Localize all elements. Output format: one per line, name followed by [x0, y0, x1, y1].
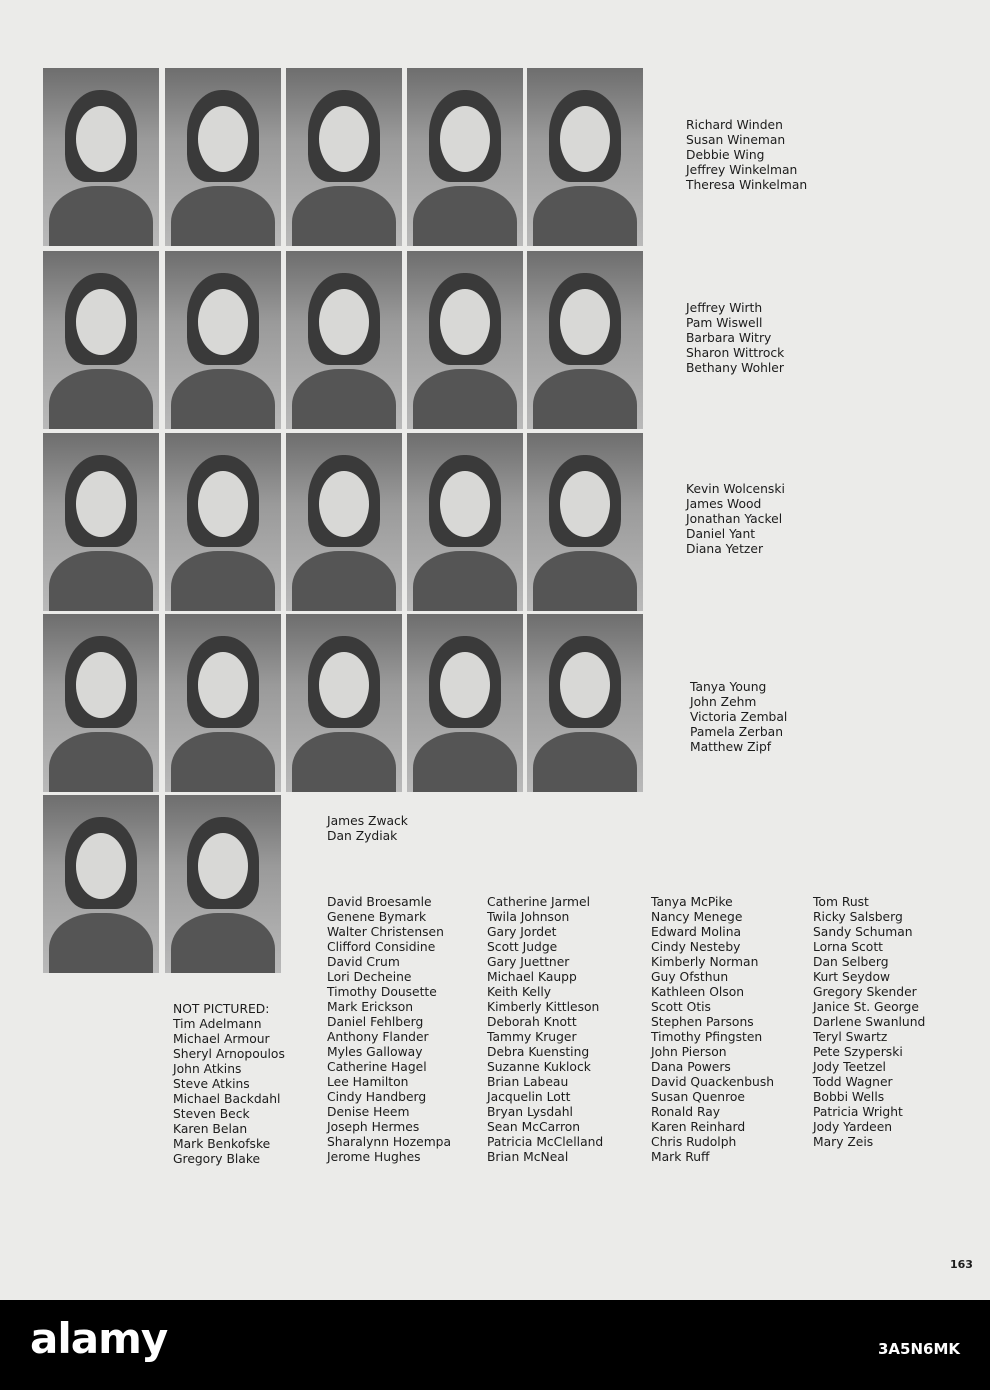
not-pictured-name: Patricia McClelland [487, 1135, 604, 1149]
not-pictured-name: Stephen Parsons [651, 1015, 754, 1029]
not-pictured-name: Mary Zeis [813, 1135, 874, 1149]
student-name: John Zehm [690, 695, 757, 709]
not-pictured-name: Karen Belan [173, 1122, 248, 1136]
student-name: Tanya Young [690, 680, 767, 694]
student-name: Bethany Wohler [686, 361, 784, 375]
not-pictured-name: Tom Rust [813, 895, 869, 909]
row-caption [686, 482, 785, 557]
not-pictured-name: Edward Molina [651, 925, 742, 939]
not-pictured-column-5 [813, 895, 925, 1150]
not-pictured-name: David Broesamle [327, 895, 432, 909]
not-pictured-column-3 [487, 895, 603, 1165]
not-pictured-name: Deborah Knott [487, 1015, 577, 1029]
not-pictured-name: Cindy Handberg [327, 1090, 427, 1104]
not-pictured-name: John Pierson [651, 1045, 727, 1059]
not-pictured-name: Guy Ofsthun [651, 970, 729, 984]
student-portrait [407, 433, 523, 611]
student-portrait [407, 614, 523, 792]
not-pictured-name: Lori Decheine [327, 970, 412, 984]
not-pictured-name: Scott Judge [487, 940, 558, 954]
not-pictured-heading: NOT PICTURED: [173, 1002, 270, 1016]
not-pictured-name: Gregory Skender [813, 985, 917, 999]
not-pictured-name: Genene Bymark [327, 910, 427, 924]
not-pictured-name: Jody Teetzel [813, 1060, 886, 1074]
not-pictured-name: Mark Erickson [327, 1000, 414, 1014]
not-pictured-name: David Crum [327, 955, 400, 969]
student-name: James Zwack [327, 814, 408, 828]
student-name: Jonathan Yackel [686, 512, 783, 526]
not-pictured-name: Myles Galloway [327, 1045, 423, 1059]
not-pictured-name: Bryan Lysdahl [487, 1105, 573, 1119]
not-pictured-name: Karen Reinhard [651, 1120, 746, 1134]
student-portrait [407, 251, 523, 429]
not-pictured-name: Bobbi Wells [813, 1090, 885, 1104]
student-portrait [165, 68, 281, 246]
not-pictured-name: John Atkins [173, 1062, 242, 1076]
student-portrait [43, 614, 159, 792]
student-portrait [527, 251, 643, 429]
not-pictured-name: Steven Beck [173, 1107, 250, 1121]
student-portrait [43, 251, 159, 429]
student-portrait [43, 433, 159, 611]
student-name: Daniel Yant [686, 527, 756, 541]
student-name: Kevin Wolcenski [686, 482, 785, 496]
student-portrait [286, 68, 402, 246]
not-pictured-name: Sheryl Arnopoulos [173, 1047, 285, 1061]
not-pictured-name: Denise Heem [327, 1105, 410, 1119]
student-name: Victoria Zembal [690, 710, 788, 724]
alamy-logo: alamy [30, 1314, 168, 1363]
student-portrait [286, 251, 402, 429]
not-pictured-name: Gregory Blake [173, 1152, 261, 1166]
not-pictured-name: Jerome Hughes [327, 1150, 421, 1164]
not-pictured-name: Anthony Flander [327, 1030, 429, 1044]
not-pictured-column-2 [327, 895, 451, 1165]
not-pictured-name: Tanya McPike [651, 895, 733, 909]
not-pictured-name: Ronald Ray [651, 1105, 721, 1119]
not-pictured-name: Susan Quenroe [651, 1090, 745, 1104]
student-name: Richard Winden [686, 118, 783, 132]
not-pictured-name: Teryl Swartz [813, 1030, 888, 1044]
row-caption [686, 301, 784, 376]
student-name: Pam Wiswell [686, 316, 763, 330]
student-portrait [286, 433, 402, 611]
student-portrait [43, 68, 159, 246]
not-pictured-name: Dan Selberg [813, 955, 889, 969]
not-pictured-name: Scott Otis [651, 1000, 711, 1014]
row-caption [686, 118, 807, 193]
not-pictured-name: Gary Juettner [487, 955, 570, 969]
not-pictured-name: Tammy Kruger [487, 1030, 577, 1044]
not-pictured-name: Gary Jordet [487, 925, 557, 939]
not-pictured-column-4 [651, 895, 774, 1165]
student-portrait [165, 614, 281, 792]
not-pictured-name: Keith Kelly [487, 985, 552, 999]
not-pictured-name: Lee Hamilton [327, 1075, 409, 1089]
not-pictured-column-1 [173, 1002, 285, 1166]
not-pictured-name: Jody Yardeen [813, 1120, 893, 1134]
student-name: Pamela Zerban [690, 725, 783, 739]
not-pictured-name: Jacquelin Lott [487, 1090, 571, 1104]
student-name: James Wood [686, 497, 762, 511]
not-pictured-name: Todd Wagner [813, 1075, 893, 1089]
not-pictured-name: Kurt Seydow [813, 970, 891, 984]
not-pictured-name: Sean McCarron [487, 1120, 581, 1134]
student-portrait [407, 68, 523, 246]
student-portrait [527, 68, 643, 246]
student-name: Dan Zydiak [327, 829, 398, 843]
student-name: Sharon Wittrock [686, 346, 785, 360]
not-pictured-name: Brian Labeau [487, 1075, 569, 1089]
student-portrait [527, 614, 643, 792]
not-pictured-name: Joseph Hermes [327, 1120, 420, 1134]
not-pictured-name: Clifford Considine [327, 940, 436, 954]
not-pictured-name: Dana Powers [651, 1060, 731, 1074]
not-pictured-name: Michael Backdahl [173, 1092, 281, 1106]
not-pictured-name: Walter Christensen [327, 925, 444, 939]
not-pictured-name: Catherine Jarmel [487, 895, 591, 909]
not-pictured-name: Timothy Dousette [327, 985, 437, 999]
not-pictured-name: Sandy Schuman [813, 925, 913, 939]
not-pictured-name: Ricky Salsberg [813, 910, 903, 924]
student-name: Theresa Winkelman [686, 178, 808, 192]
student-portrait [165, 433, 281, 611]
student-name: Jeffrey Winkelman [686, 163, 798, 177]
student-name: Diana Yetzer [686, 542, 763, 556]
not-pictured-name: Debra Kuensting [487, 1045, 590, 1059]
not-pictured-name: Tim Adelmann [173, 1017, 262, 1031]
student-name: Susan Wineman [686, 133, 786, 147]
not-pictured-name: Mark Ruff [651, 1150, 710, 1164]
not-pictured-name: Cindy Nesteby [651, 940, 741, 954]
not-pictured-name: Kimberly Norman [651, 955, 759, 969]
not-pictured-name: Michael Armour [173, 1032, 270, 1046]
student-name: Debbie Wing [686, 148, 765, 162]
student-name: Jeffrey Wirth [686, 301, 763, 315]
image-id: 3A5N6MK [877, 1340, 960, 1358]
not-pictured-name: Mark Benkofske [173, 1137, 271, 1151]
student-portrait [165, 251, 281, 429]
watermark-footer [0, 1300, 990, 1390]
not-pictured-name: Pete Szyperski [813, 1045, 903, 1059]
not-pictured-name: Lorna Scott [813, 940, 883, 954]
not-pictured-name: Kimberly Kittleson [487, 1000, 600, 1014]
not-pictured-name: Steve Atkins [173, 1077, 250, 1091]
not-pictured-name: Sharalynn Hozempa [327, 1135, 452, 1149]
student-name: Barbara Witry [686, 331, 772, 345]
page-number: 163 [950, 1258, 973, 1271]
not-pictured-name: Patricia Wright [813, 1105, 903, 1119]
not-pictured-name: Chris Rudolph [651, 1135, 737, 1149]
not-pictured-name: David Quackenbush [651, 1075, 775, 1089]
not-pictured-name: Timothy Pfingsten [651, 1030, 763, 1044]
student-portrait [286, 614, 402, 792]
not-pictured-name: Kathleen Olson [651, 985, 745, 999]
not-pictured-name: Michael Kaupp [487, 970, 577, 984]
row-caption [690, 680, 787, 755]
not-pictured-name: Darlene Swanlund [813, 1015, 926, 1029]
student-portrait [527, 433, 643, 611]
student-name: Matthew Zipf [690, 740, 772, 754]
not-pictured-name: Twila Johnson [487, 910, 570, 924]
row-caption [327, 814, 408, 844]
not-pictured-name: Suzanne Kuklock [487, 1060, 591, 1074]
not-pictured-name: Nancy Menege [651, 910, 743, 924]
student-portrait [165, 795, 281, 973]
not-pictured-name: Daniel Fehlberg [327, 1015, 424, 1029]
not-pictured-name: Janice St. George [813, 1000, 919, 1014]
student-portrait [43, 795, 159, 973]
not-pictured-name: Catherine Hagel [327, 1060, 427, 1074]
not-pictured-name: Brian McNeal [487, 1150, 569, 1164]
